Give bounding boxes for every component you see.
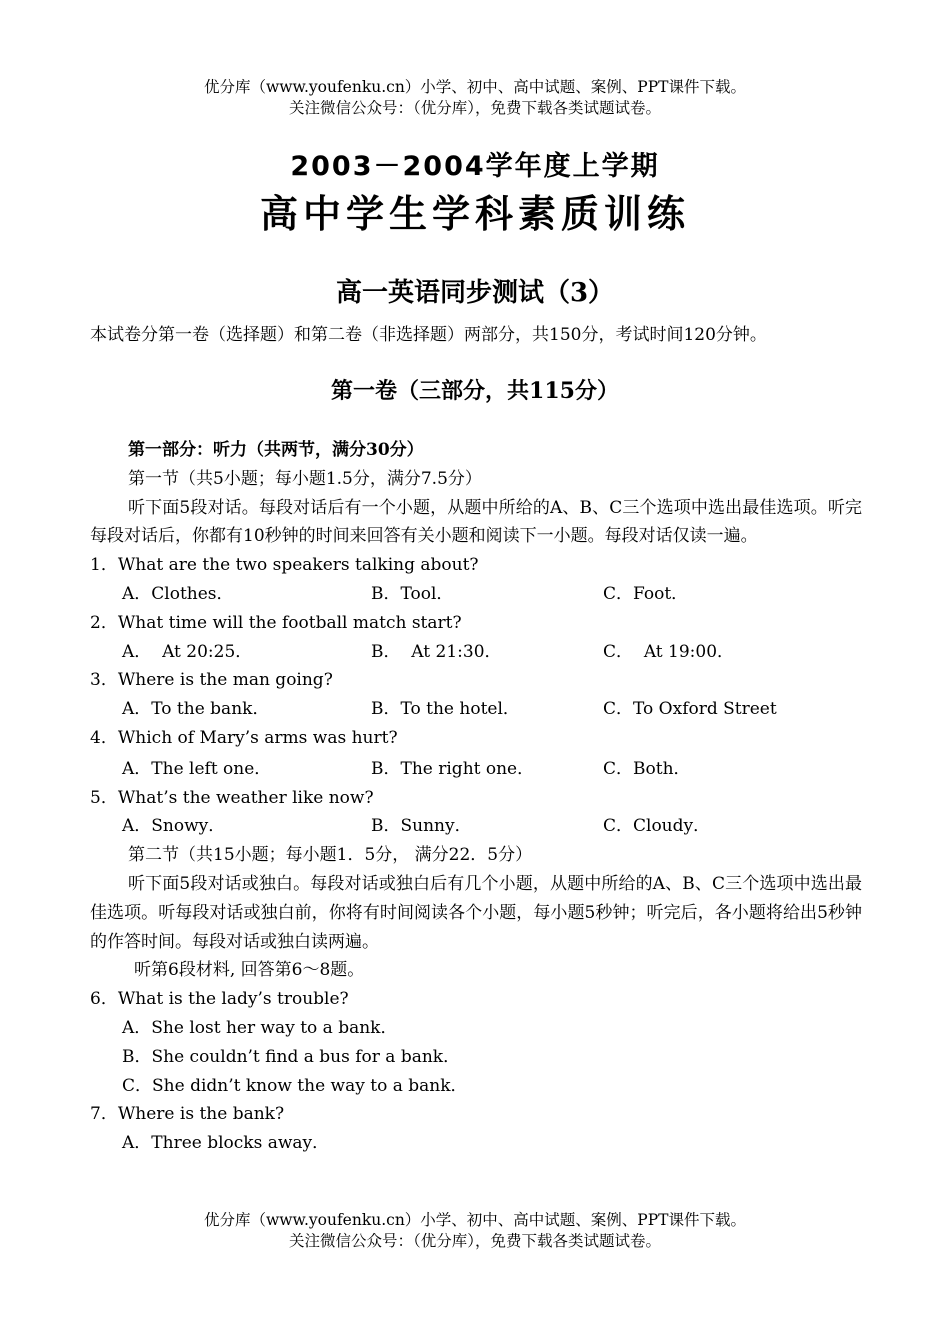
section2-heading: 第二节（共15小题；每小题1．5分， 满分22．5分） — [128, 845, 533, 866]
header-line-1: 优分库（www.youfenku.cn）小学、初中、高中试题、案例、PPT课件下载。 — [203, 78, 747, 96]
option-a: A．The left one． — [122, 758, 272, 779]
question-3-options — [90, 695, 862, 724]
option-a: A．To the bank． — [122, 699, 270, 720]
question-6-option-b: B．She couldn’t find a bus for a bank． — [122, 1046, 461, 1067]
question-6-option-c: C．She didn’t know the way to a bank． — [122, 1075, 468, 1096]
question-5: 5．What’s the weather like now? — [90, 787, 374, 808]
question-6: 6．What is the lady’s trouble? — [90, 989, 349, 1010]
option-a: A．Snowy． — [122, 816, 226, 837]
question-6-option-a: A．She lost her way to a bank． — [122, 1017, 398, 1038]
option-b: B．To the hotel． — [371, 699, 520, 720]
question-7: 7．Where is the bank? — [90, 1104, 285, 1125]
option-a: A． At 20:25． — [122, 641, 253, 662]
option-c: C．Foot． — [603, 583, 689, 604]
question-7-option-a: A．Three blocks away． — [122, 1133, 330, 1154]
main-title: 高中学生学科素质训练 — [259, 192, 690, 236]
question-4-options — [90, 755, 862, 784]
option-a: A．Clothes． — [122, 583, 234, 604]
section2-instructions: 听下面5段对话或独白。每段对话或独白后有几个小题，从题中所给的A、B、C三个选项中选出最佳选项。听每段对话或独白前，你将有时间阅读各个小题，每小题5秒钟；听完后，各小题将给出5秒钟的作答时间。每段对话或独白读两遍。 — [90, 873, 862, 952]
page-header — [0, 77, 950, 119]
header-line-2: 关注微信公众号：（优分库），免费下载各类试题试卷。 — [288, 99, 661, 117]
question-1: 1．What are the two speakers talking about? — [90, 555, 479, 576]
option-c: C． At 19:00． — [603, 641, 735, 662]
option-b: B．Tool． — [371, 583, 454, 604]
section1-instructions: 听下面5段对话。每段对话后有一个小题，从题中所给的A、B、C三个选项中选出最佳选项。听完每段对话后，你都有10秒钟的时间来回答有关小题和阅读下一小题。每段对话仅读一遍。 — [90, 497, 862, 547]
section1-heading: 第一节（共5小题；每小题1.5分，满分7.5分） — [128, 468, 482, 489]
page-footer — [0, 1210, 950, 1252]
footer-line-1: 优分库（www.youfenku.cn）小学、初中、高中试题、案例、PPT课件下载。 — [203, 1211, 747, 1229]
exam-intro: 本试卷分第一卷（选择题）和第二卷（非选择题）两部分，共150分，考试时间120分钟。 — [90, 325, 767, 345]
option-b: B．The right one． — [371, 758, 535, 779]
exam-body — [90, 436, 862, 1158]
question-1-options — [90, 580, 862, 609]
option-c: C．Both． — [603, 758, 691, 779]
part1-heading: 第一部分：听力（共两节，满分30分） — [128, 440, 424, 460]
question-4: 4．Which of Mary’s arms was hurt? — [90, 727, 398, 748]
option-b: B．Sunny． — [371, 816, 472, 837]
question-3: 3．Where is the man going? — [90, 670, 333, 691]
footer-line-2: 关注微信公众号：（优分库），免费下载各类试题试卷。 — [288, 1232, 661, 1250]
option-c: C．Cloudy． — [603, 816, 711, 837]
option-b: B． At 21:30． — [371, 641, 502, 662]
volume-title: 第一卷（三部分，共115分） — [331, 378, 619, 404]
material-6-note: 听第6段材料, 回答第6～8题。 — [134, 960, 365, 981]
subject-title: 高一英语同步测试（3） — [335, 278, 615, 308]
year-title: 2003－2004学年度上学期 — [290, 151, 660, 182]
question-2-options — [90, 638, 862, 667]
option-c: C．To Oxford Street — [603, 699, 777, 720]
question-2: 2．What time will the football match start? — [90, 612, 462, 633]
question-5-options — [90, 812, 862, 841]
